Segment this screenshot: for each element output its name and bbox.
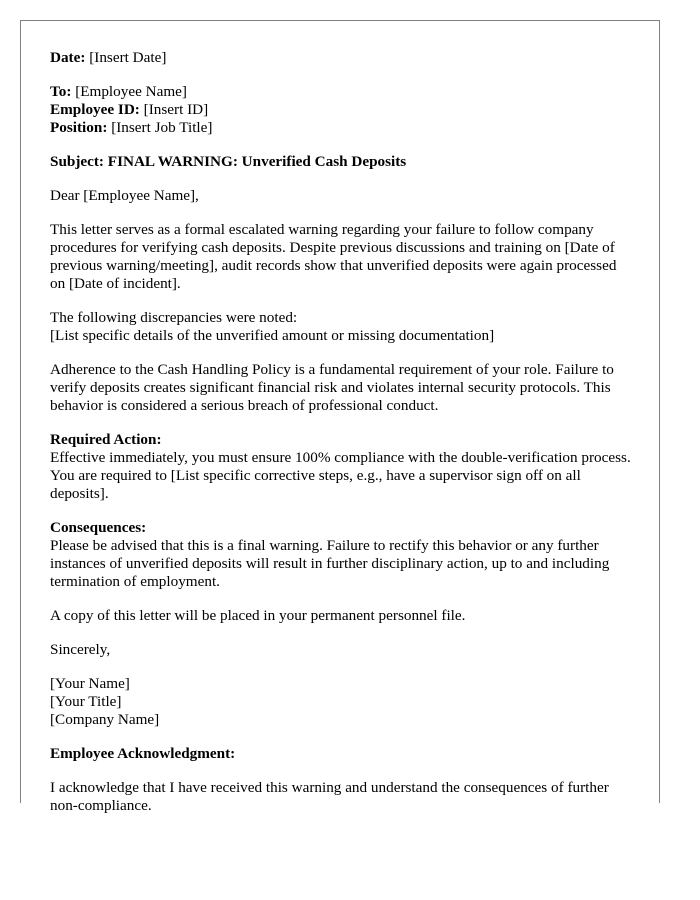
position-value: [Insert Job Title] — [111, 119, 213, 136]
discrepancies-detail: [List specific details of the unverified amount or missing documentation] — [50, 327, 495, 344]
signer-name: [Your Name] — [50, 675, 130, 692]
consequences-heading: Consequences: — [50, 519, 147, 536]
intro-paragraph: This letter serves as a formal escalated warning regarding your failure to follow company procedures for verifying cash deposits. Despite previous discussions and training on [Date of previous warning/meeting], audit records show that unverified deposits were again processed on [Date of incident]. — [50, 221, 617, 292]
acknowledgment-text: I acknowledge that I have received this warning and understand the consequences of further non-compliance. — [50, 779, 609, 814]
consequences-text: Please be advised that this is a final warning. Failure to rectify this behavior or any further instances of unverified deposits will result in further disciplinary action, up to and including termination of employment. — [50, 537, 610, 590]
to-value: [Employee Name] — [75, 83, 187, 100]
employee-id-label: Employee ID: — [50, 101, 140, 118]
required-action-text: Effective immediately, you must ensure 100% compliance with the double-verification process. You are required to [List specific corrective steps, e.g., have a supervisor sign off on all deposits]. — [50, 449, 631, 502]
signer-title: [Your Title] — [50, 693, 122, 710]
to-label: To: — [50, 83, 72, 100]
sign-off: Sincerely, — [50, 641, 111, 658]
recipient-block — [50, 83, 635, 137]
signer-company: [Company Name] — [50, 711, 160, 728]
to-line — [50, 83, 635, 101]
letter-content — [50, 49, 635, 815]
acknowledgment-heading-line — [50, 745, 635, 763]
date-value: [Insert Date] — [89, 49, 167, 66]
file-note: A copy of this letter will be placed in your permanent personnel file. — [50, 607, 466, 624]
discrepancies-block — [50, 309, 635, 345]
position-label: Position: — [50, 119, 108, 136]
consequences-block — [50, 519, 635, 591]
salutation: Dear [Employee Name], — [50, 187, 199, 204]
employee-id-line — [50, 101, 635, 119]
date-label: Date: — [50, 49, 86, 66]
policy-paragraph: Adherence to the Cash Handling Policy is a fundamental requirement of your role. Failure to verify deposits creates significant financial risk and violates internal security protocols. This behavior is considered a serious breach of professional conduct. — [50, 361, 614, 414]
subject-text: Subject: FINAL WARNING: Unverified Cash Deposits — [50, 153, 407, 170]
acknowledgment-heading: Employee Acknowledgment: — [50, 745, 236, 762]
discrepancies-intro: The following discrepancies were noted: — [50, 309, 298, 326]
employee-id-value: [Insert ID] — [143, 101, 209, 118]
position-line — [50, 119, 635, 137]
required-action-heading: Required Action: — [50, 431, 162, 448]
required-action-block — [50, 431, 635, 503]
letter-page — [20, 20, 660, 814]
subject-line — [50, 153, 635, 171]
date-line — [50, 49, 635, 67]
signature-block — [50, 675, 635, 729]
